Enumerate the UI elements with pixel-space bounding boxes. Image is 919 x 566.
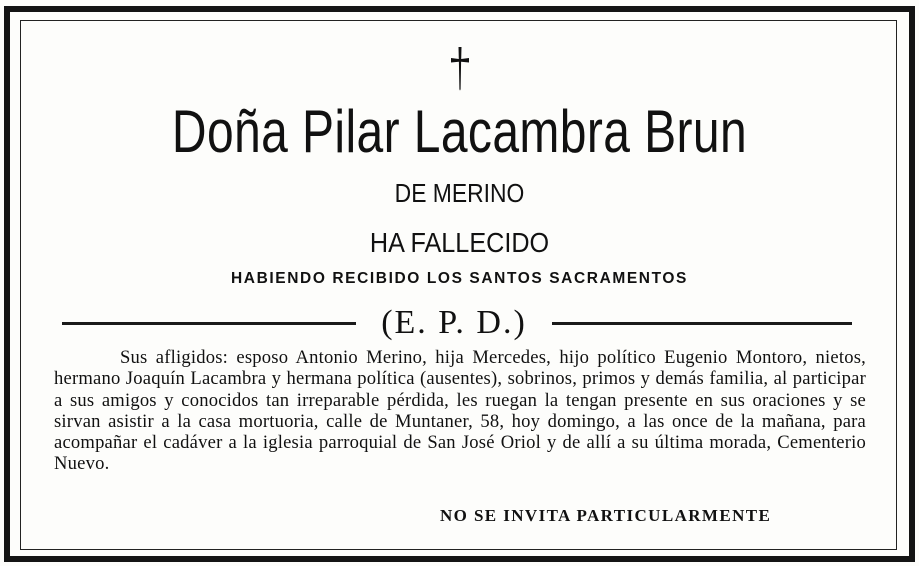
cross-icon [448,45,472,93]
rip-abbreviation: (E. P. D.) [381,304,527,341]
no-invitation-note: NO SE INVITA PARTICULARMENTE [440,506,772,525]
sacraments-line: HABIENDO RECIBIDO LOS SANTOS SACRAMENTOS [231,270,688,287]
divider-right [552,322,852,325]
death-announcement: HA FALLECIDO [369,227,550,258]
divider-left [62,322,356,325]
notice-body: Sus afligidos: esposo Antonio Merino, hija Mercedes, hijo político Eugenio Montoro, nietos, hermano Joaquín Lacambra y hermana política (ausentes), sobrinos, primos y demás familia, al participar a sus amigos y conocidos tan irreparable pérdida, les ruegan la tengan presente en sus oraciones y se sirvan asistir a la casa mortuoria, calle de Muntaner, 58, hoy domingo, a las once de la mañana, para acompañar el cadáver a la iglesia parroquial de San José Oriol y de allí a su última morada, Cementerio Nuevo. [54,347,866,475]
deceased-name: Doña Pilar Lacambra Brun [171,98,748,165]
married-name: DE MERINO [394,178,525,208]
